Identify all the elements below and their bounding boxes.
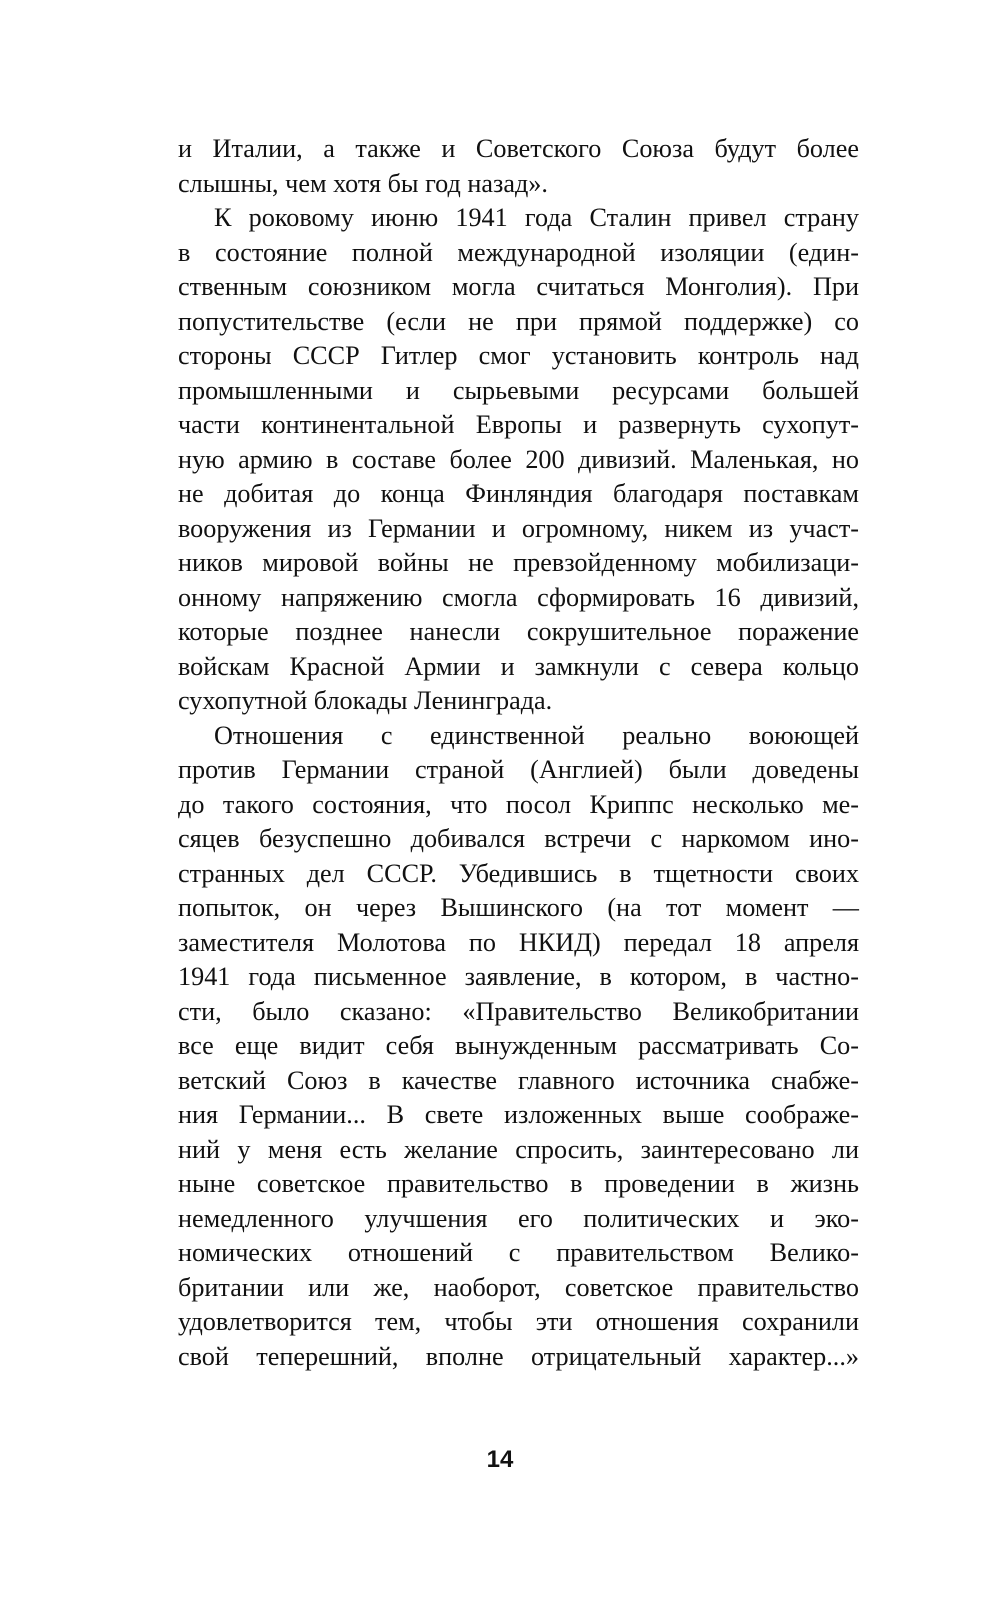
text-line: странных дел СССР. Убедившись в тщетности своих [178, 858, 859, 888]
text-line: немедленного улучшения его политических и эко- [178, 1203, 859, 1233]
text-line: ния Германии... В свете изложенных выше соображе- [178, 1100, 859, 1129]
text-line: против Германии страной (Англией) были доведены [178, 755, 859, 784]
text-line: сти, было сказано: «Правительство Великобритании [178, 996, 859, 1026]
text-line: сухопутной блокады Ленинграда. [178, 686, 553, 715]
text-line: ную армию в составе более 200 дивизий. Маленькая, но [178, 444, 859, 474]
text-line: свой теперешний, вполне отрицательный характер...» [178, 1341, 859, 1371]
text-line: 1941 года письменное заявление, в котором, в частно- [178, 962, 859, 991]
text-line: ныне советское правительство в проведении в жизнь [178, 1169, 859, 1198]
text-line: заместителя Молотова по НКИД) передал 18 апреля [178, 927, 859, 957]
text-line: попыток, он через Вышинского (на тот момент — [178, 893, 859, 922]
text-line: стороны СССР Гитлер смог установить контроль над [178, 341, 859, 370]
text-line: в состояние полной международной изоляции (един- [178, 237, 859, 267]
text-line: промышленными и сырьевыми ресурсами большей [178, 375, 859, 405]
text-line: не добитая до конца Финляндия благодаря поставкам [178, 479, 859, 508]
paragraph-first-line: Отношения с единственной реально воюющей [214, 720, 859, 750]
text-line: британии или же, наоборот, советское правительство [178, 1272, 859, 1302]
text-line: удовлетворится тем, чтобы эти отношения сохранили [178, 1307, 859, 1336]
text-line: все еще видит себя вынужденным рассматривать Со- [178, 1031, 859, 1060]
text-line: до такого состояния, что посол Криппс несколько ме- [178, 789, 859, 819]
text-line: онному напряжению смогла сформировать 16 дивизий, [178, 582, 859, 612]
text-line: вооружения из Германии и огромному, никем из участ- [178, 513, 859, 543]
text-line: войскам Красной Армии и замкнули с севера кольцо [178, 651, 859, 681]
body-text [178, 132, 859, 1374]
text-line: номических отношений с правительством Велико- [178, 1238, 859, 1267]
text-line: части континентальной Европы и развернуть сухопут- [178, 410, 859, 439]
text-line: ветский Союз в качестве главного источника снабже- [178, 1065, 859, 1095]
text-line: и Италии, а также и Советского Союза будут более [178, 134, 859, 163]
text-line: слышны, чем хотя бы год назад». [178, 168, 548, 198]
page-number: 14 [486, 1446, 514, 1473]
text-line: попустительстве (если не при прямой поддержке) со [178, 306, 859, 336]
text-line: ственным союзником могла считаться Монголия). При [178, 272, 859, 301]
text-line: ний у меня есть желание спросить, заинтересовано ли [178, 1134, 859, 1164]
text-line: которые позднее нанесли сокрушительное поражение [178, 617, 859, 646]
text-line: сяцев безуспешно добивался встречи с наркомом ино- [178, 824, 859, 853]
paragraph-first-line: К роковому июню 1941 года Сталин привел страну [214, 203, 859, 232]
text-line: ников мировой войны не превзойденному мобилизаци- [178, 548, 859, 577]
